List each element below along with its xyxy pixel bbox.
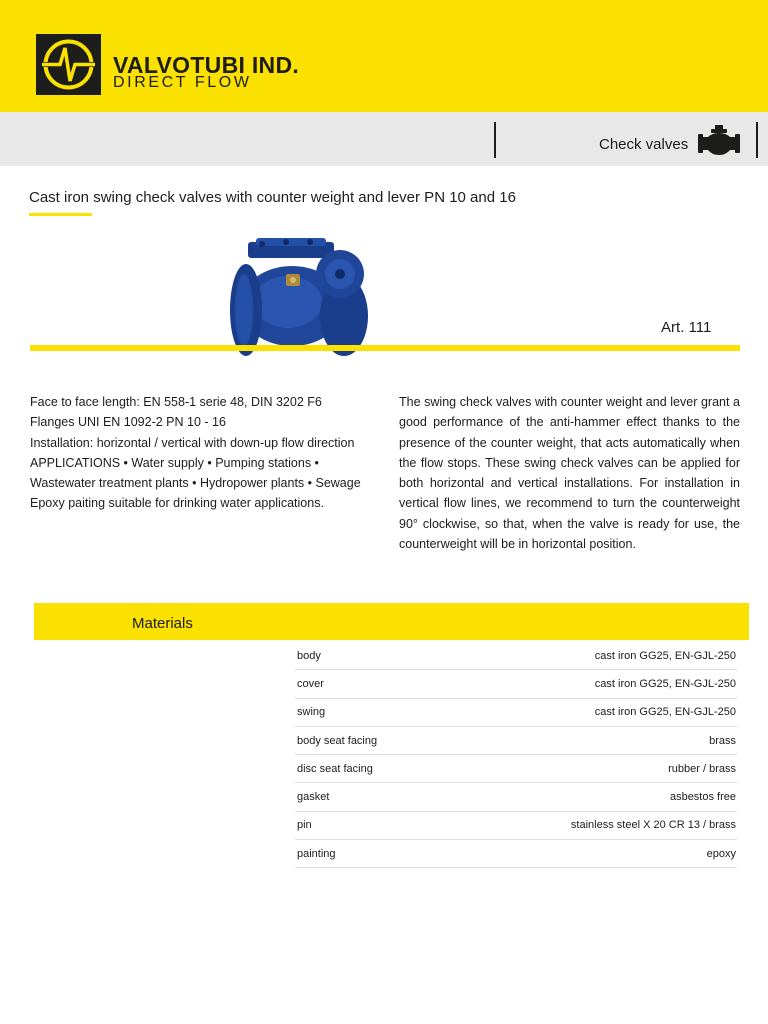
spec-line: Epoxy paiting suitable for drinking water applications. xyxy=(30,496,324,511)
table-row xyxy=(295,699,737,727)
divider xyxy=(756,122,758,158)
category-label[interactable]: Check valves xyxy=(599,136,689,153)
spec-line: Flanges UNI EN 1092-2 PN 10 - 16 xyxy=(30,415,226,430)
divider xyxy=(494,122,496,158)
table-row xyxy=(295,812,737,840)
table-row xyxy=(295,670,737,698)
materials-header xyxy=(34,603,749,640)
table-row xyxy=(295,727,737,755)
material-part: disc seat facing xyxy=(297,762,373,775)
table-row xyxy=(295,755,737,783)
materials-title: Materials xyxy=(132,615,193,632)
section-divider xyxy=(30,345,740,351)
table-row xyxy=(295,783,737,811)
material-value: brass xyxy=(709,734,736,747)
specifications xyxy=(30,392,370,514)
brand-name: VALVOTUBI IND. xyxy=(113,52,300,78)
material-value: cast iron GG25, EN-GJL-250 xyxy=(594,706,736,719)
material-part: swing xyxy=(297,706,326,719)
material-part: cover xyxy=(297,677,324,690)
materials-table xyxy=(295,642,737,868)
material-part: pin xyxy=(297,819,312,832)
spec-line: APPLICATIONS • Water supply • Pumping stations • Wastewater treatment plants • Hydropower plants • Sewage xyxy=(30,455,361,491)
article-number: Art. 111 xyxy=(661,319,712,336)
product-description: The swing check valves with counter weight and lever grant a good performance of the anti-hammer effect thanks to the presence of the counter weight, that acts automatically when the flow stops. These swing check valves can be applied for both horizontal and vertical installations. For installation in vertical flow lines, we recommend to turn the counterweight 90° clockwise, so that, when the valve is ready for use, the counterweight will be in horizontal position. xyxy=(399,395,740,552)
material-value: rubber / brass xyxy=(668,762,736,775)
material-value: asbestos free xyxy=(669,791,736,804)
check-valve-icon xyxy=(698,125,740,155)
material-part: body seat facing xyxy=(297,734,378,747)
material-value: cast iron GG25, EN-GJL-250 xyxy=(594,677,736,690)
material-part: gasket xyxy=(297,791,330,804)
brand-tagline: DIRECT FLOW xyxy=(113,74,252,91)
table-row xyxy=(295,642,737,670)
product-title: Cast iron swing check valves with counter weight and lever PN 10 and 16 xyxy=(29,189,516,206)
title-underline xyxy=(29,213,92,216)
material-value: cast iron GG25, EN-GJL-250 xyxy=(594,649,736,662)
swing-check-valve-image xyxy=(226,236,370,360)
table-row xyxy=(295,840,737,868)
material-value: stainless steel X 20 CR 13 / brass xyxy=(570,819,736,832)
material-value: epoxy xyxy=(706,847,736,860)
material-part: painting xyxy=(297,847,336,860)
spec-line: Installation: horizontal / vertical with down-up flow direction xyxy=(30,435,355,450)
category-bar xyxy=(0,112,768,166)
valvotubi-logo-icon[interactable] xyxy=(36,34,101,95)
header-bar xyxy=(0,0,768,112)
spec-line: Face to face length: EN 558-1 serie 48, DIN 3202 F6 xyxy=(30,395,322,409)
material-part: body xyxy=(297,649,321,662)
